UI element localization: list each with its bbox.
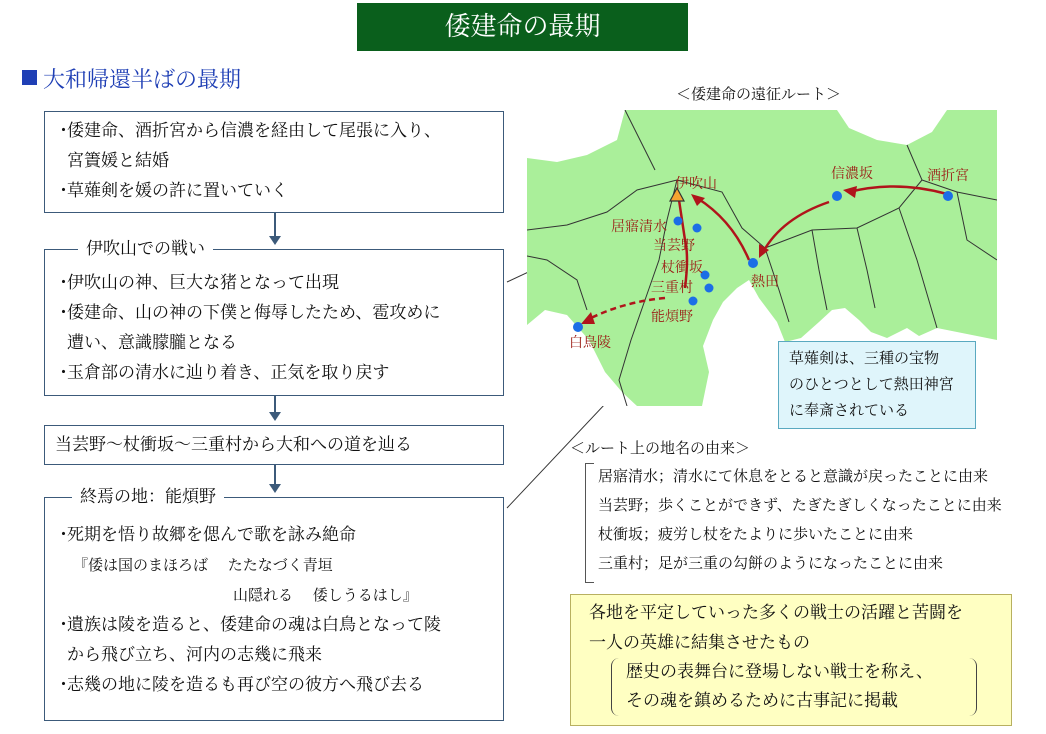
label-shiratori: 白鳥陵 [569, 335, 611, 351]
list-item-continuation: 遭い、意識朦朧となる [67, 333, 237, 353]
summary-box [570, 594, 1012, 726]
origins-list [598, 462, 1002, 578]
point-isame-2 [693, 224, 702, 233]
list-item: ・死期を悟り故郷を偲んで歌を詠み絶命 [55, 525, 356, 545]
summary-line: 各地を平定していった多くの戦士の活躍と苦闘を [589, 603, 963, 623]
point-shinano [832, 191, 842, 201]
point-nobono [689, 297, 698, 306]
box-label-ibuki: 伊吹山での戦い [78, 238, 213, 260]
map-caption: ＜倭建命の遠征ルート＞ [676, 85, 842, 103]
poem-line: 『倭は国のまほろば たたなづく青垣 [73, 556, 333, 574]
label-atsuta: 熱田 [751, 274, 779, 290]
list-item-continuation: 宮簀媛と結婚 [67, 151, 169, 171]
list-item: ・遺族は陵を造ると、倭建命の魂は白鳥となって陵 [55, 615, 441, 635]
label-shinano: 信濃坂 [831, 166, 873, 182]
origin-item: 三重村；足が三重の勾餅のようになったことに由来 [598, 554, 944, 572]
point-shiratori [573, 322, 583, 332]
page-title: 倭建命の最期 [357, 3, 688, 51]
kusanagi-callout [778, 341, 976, 429]
list-item: ・草薙剣を媛の許に置いていく [55, 181, 288, 201]
origin-item: 杖衝坂；疲労し杖をたよりに歩いたことに由来 [598, 525, 914, 543]
point-mie [705, 284, 714, 293]
list-item: ・倭建命、山の神の下僕と侮辱したため、雹攻めに [55, 303, 441, 323]
box-label-nobono: 終焉の地：能煩野 [72, 486, 224, 508]
route-text: 当芸野～杖衝坂～三重村から大和への道を辿る [55, 435, 412, 455]
list-item: ・倭建命、酒折宮から信濃を経由して尾張に入り、 [55, 121, 441, 141]
callout-line: 草薙剣は、三種の宝物 [789, 349, 940, 367]
label-ibuki: 伊吹山 [675, 176, 717, 192]
poem-line: 山隠れる 倭しうるはし』 [233, 586, 418, 604]
label-mie: 三重村 [651, 280, 693, 296]
list-item: ・志幾の地に陵を造るも再び空の彼方へ飛び去る [55, 675, 424, 695]
callout-line: に奉斎されている [789, 401, 910, 419]
section-heading-text: 大和帰還半ばの最期 [43, 68, 242, 93]
list-item: ・伊吹山の神、巨大な猪となって出現 [55, 273, 339, 293]
callout-line: のひとつとして熱田神宮 [789, 375, 954, 393]
label-tsuetsuki: 杖衝坂 [661, 260, 703, 276]
summary-inner-bracket [611, 658, 977, 716]
origins-bracket [585, 463, 594, 583]
summary-inner-line: 歴史の表舞台に登場しない戦士を称え、 [626, 662, 934, 682]
label-sakaori: 酒折宮 [927, 168, 969, 184]
point-sakaori [943, 191, 953, 201]
label-isame: 居寤清水 [611, 219, 667, 235]
label-nobono: 能煩野 [651, 309, 693, 325]
origins-title: ＜ルート上の地名の由来＞ [570, 439, 751, 457]
point-isame [674, 217, 683, 226]
list-item: ・玉倉部の清水に辿り着き、正気を取り戻す [55, 363, 390, 383]
origin-item: 居寤清水；清水にて休息をとると意識が戻ったことに由来 [598, 467, 989, 485]
origin-item: 当芸野；歩くことができず、たぎたぎしくなったことに由来 [598, 496, 1002, 514]
point-atsuta [748, 258, 758, 268]
summary-line: 一人の英雄に結集させたもの [589, 633, 810, 653]
summary-inner-line: その魂を鎮めるために古事記に掲載 [626, 691, 898, 711]
label-tagino: 当芸野 [653, 238, 695, 254]
list-item-continuation: から飛び立ち、河内の志幾に飛来 [67, 645, 322, 665]
